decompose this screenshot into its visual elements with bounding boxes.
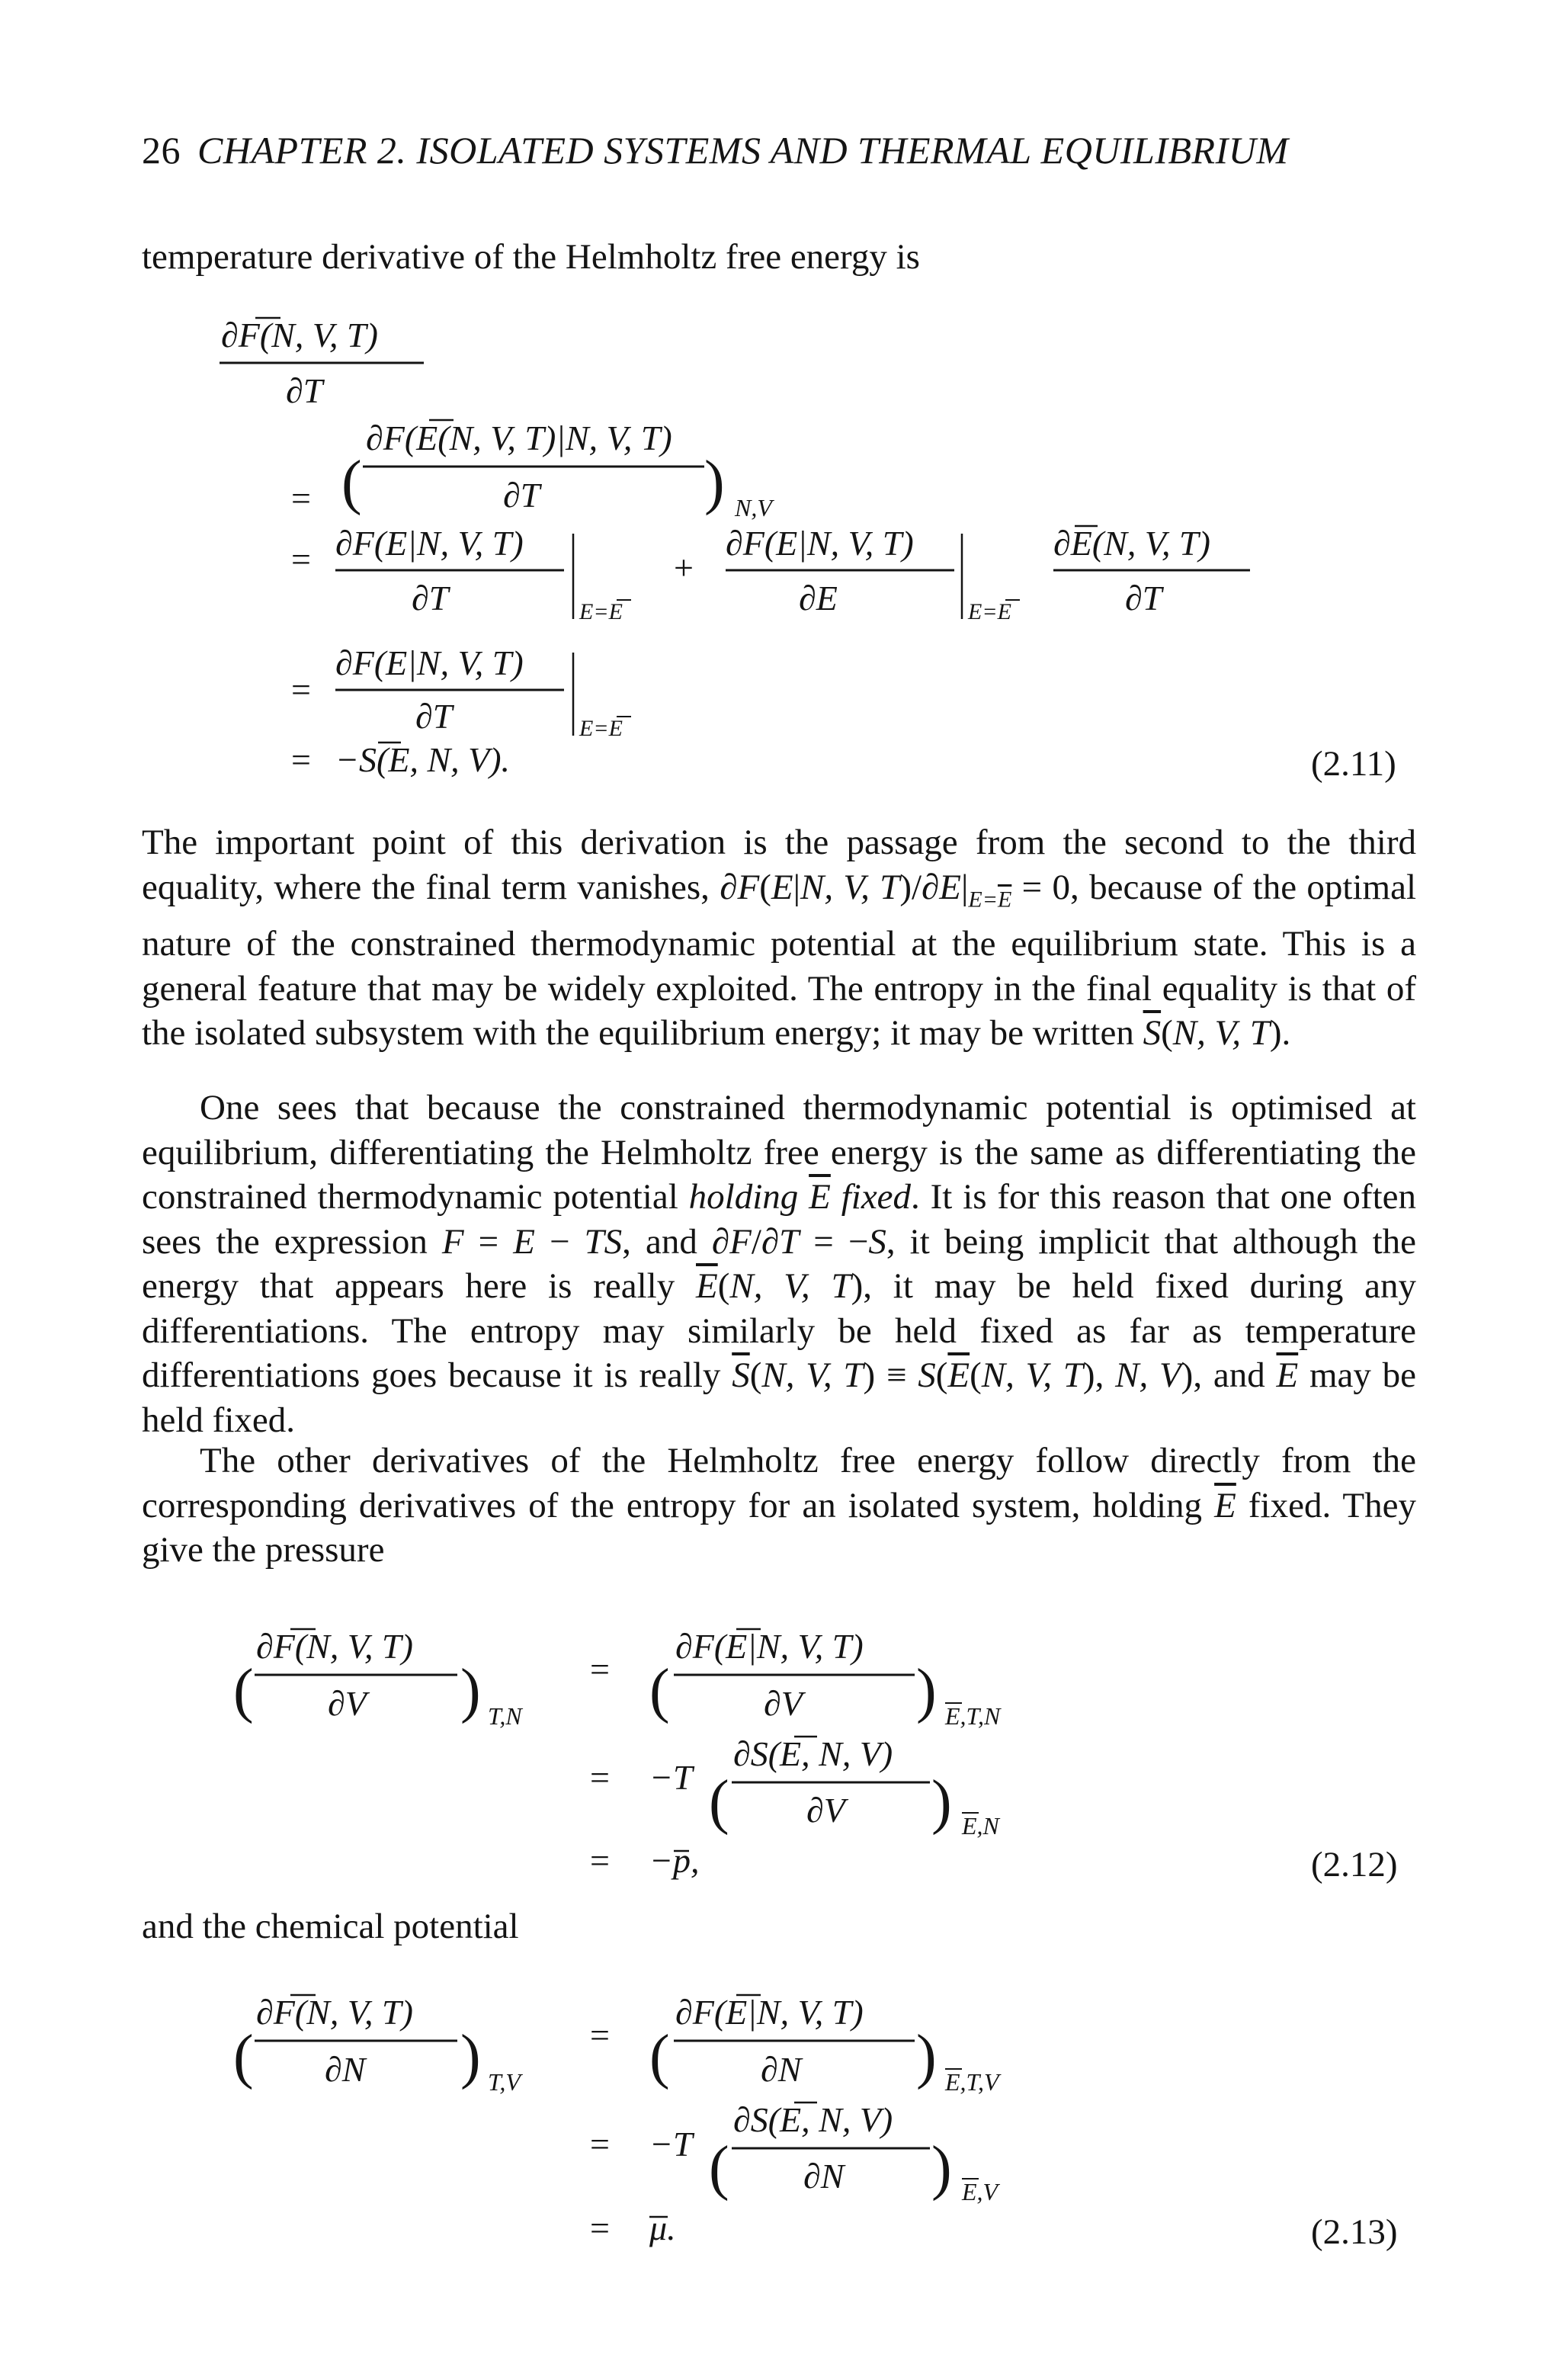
svg-text:∂F(N, V, T): ∂F(N, V, T): [221, 316, 378, 354]
svg-text:∂T: ∂T: [503, 476, 540, 515]
svg-text:T,V: T,V: [488, 2068, 521, 2096]
svg-text:∂F(E|N, V, T): ∂F(E|N, V, T): [335, 524, 524, 563]
svg-text:(: (: [233, 1657, 254, 1724]
svg-text:E=E: E=E: [968, 599, 1011, 624]
svg-text:μ.: μ.: [649, 2208, 676, 2247]
svg-text:): ): [916, 1657, 937, 1724]
page-number: 26: [142, 129, 181, 172]
svg-text:=: =: [291, 479, 311, 518]
svg-text:∂N: ∂N: [761, 2050, 802, 2089]
svg-text:−p,: −p,: [649, 1841, 700, 1880]
svg-text:=: =: [590, 1841, 610, 1880]
svg-text:E,T,N: E,T,N: [945, 1702, 1001, 1730]
svg-text:=: =: [291, 740, 311, 779]
svg-text:=: =: [291, 540, 311, 579]
svg-text:∂T: ∂T: [286, 371, 323, 410]
svg-text:=: =: [590, 1758, 610, 1797]
svg-text:−T: −T: [649, 2125, 693, 2163]
svg-text:∂V: ∂V: [806, 1791, 845, 1830]
svg-text:∂F(E|N, V, T): ∂F(E|N, V, T): [335, 643, 524, 682]
equation-number-2-12: (2.12): [1311, 1845, 1398, 1884]
svg-text:−T: −T: [649, 1758, 693, 1797]
svg-text:(: (: [341, 449, 362, 516]
svg-text:∂T: ∂T: [412, 579, 449, 617]
svg-text:): ): [916, 2023, 937, 2090]
paragraph-second: One sees that because the constrained thermodynamic potential is optimised at equilibrium, differentiating the Helmholtz free energy is the same as differentiating the constrained thermodynamic potential holding $\overline{E}$ fixed. It is for this reason that one often sees the expression F = E − TS, and ∂F/∂T = −S, it being implicit that although the energy that appears here is really $\overline{E}(N$, V, T), it may be held fixed during any differentiations. The entropy may similarly be held fixed as far as temperature differentiations goes because it is really $\overline{S}(N$, V, $T) \equiv S(\overline{E}(N$, V, T), N, V), and $\overline{E}$ may be held fixed.: [142, 1088, 1417, 1440]
svg-text:): ): [704, 449, 725, 516]
paragraph-third: The other derivatives of the Helmholtz free energy follow directly from the corresponding derivatives of the entropy for an isolated system, holding $\overline{E}$ fixed. They give the pressure: [142, 1441, 1416, 1570]
svg-text:+: +: [674, 548, 694, 587]
svg-text:E,N: E,N: [962, 1812, 999, 1840]
svg-text:=: =: [590, 2125, 610, 2163]
svg-text:∂F(E(N, V, T)|N, V, T): ∂F(E(N, V, T)|N, V, T): [366, 419, 672, 457]
svg-text:∂F(E|N, V, T): ∂F(E|N, V, T): [675, 1993, 864, 2032]
svg-text:): ): [931, 2135, 952, 2202]
svg-text:): ): [460, 2023, 481, 2090]
svg-text:(: (: [709, 1769, 729, 1836]
svg-text:): ): [931, 1769, 952, 1836]
svg-text:−S(E, N, V).: −S(E, N, V).: [335, 740, 511, 779]
svg-text:E=E: E=E: [579, 599, 623, 624]
svg-text:): ): [460, 1657, 481, 1724]
svg-text:∂V: ∂V: [328, 1684, 367, 1723]
svg-text:N,V: N,V: [735, 494, 772, 521]
svg-text:∂N: ∂N: [325, 2050, 366, 2089]
paragraph-chem: and the chemical potential: [142, 1907, 519, 1946]
svg-text:=: =: [590, 2208, 610, 2247]
svg-text:∂F(N, V, T): ∂F(N, V, T): [256, 1993, 413, 2032]
svg-text:∂S(E, N, V): ∂S(E, N, V): [733, 1734, 893, 1773]
svg-text:(: (: [649, 2023, 670, 2090]
svg-text:=: =: [291, 670, 311, 709]
svg-text:∂F(E|N, V, T): ∂F(E|N, V, T): [726, 524, 914, 563]
running-title: CHAPTER 2. ISOLATED SYSTEMS AND THERMAL EQUILIBRIUM: [197, 129, 1289, 172]
svg-text:(: (: [649, 1657, 670, 1724]
svg-text:∂V: ∂V: [764, 1684, 803, 1723]
equation-number-2-13: (2.13): [1311, 2212, 1398, 2252]
svg-text:∂T: ∂T: [415, 697, 453, 736]
svg-text:∂F(N, V, T): ∂F(N, V, T): [256, 1627, 413, 1666]
svg-text:E,V: E,V: [962, 2178, 998, 2205]
paragraph-after-2-11: The important point of this derivation is the passage from the second to the third equality, where the final term vanishes, ∂F(E|N, V, $T)/\partial E|_{E=\overline{E}} = 0$, because of the optimal nature of the constrained thermodynamic potential at the equilibrium state. This is a general feature that may be widely exploited. The entropy in the final equality is that of the isolated subsystem with the equilibrium energy; it may be written $\overline{S}(N$, V, T).: [142, 823, 1416, 1054]
svg-text:∂E: ∂E: [799, 579, 838, 617]
svg-text:∂S(E, N, V): ∂S(E, N, V): [733, 2100, 893, 2139]
svg-text:∂E(N, V, T): ∂E(N, V, T): [1053, 524, 1210, 563]
svg-text:=: =: [590, 1650, 610, 1689]
svg-text:∂T: ∂T: [1125, 579, 1162, 617]
svg-text:E,T,V: E,T,V: [945, 2068, 999, 2096]
svg-text:(: (: [233, 2023, 254, 2090]
svg-text:∂F(E|N, V, T): ∂F(E|N, V, T): [675, 1627, 864, 1666]
svg-text:E=E: E=E: [579, 716, 623, 741]
svg-text:=: =: [590, 2016, 610, 2054]
svg-text:T,N: T,N: [488, 1702, 522, 1730]
svg-text:∂N: ∂N: [803, 2157, 845, 2196]
equation-number-2-11: (2.11): [1311, 744, 1396, 784]
svg-text:(: (: [709, 2135, 729, 2202]
paragraph-intro: temperature derivative of the Helmholtz free energy is: [142, 237, 920, 277]
